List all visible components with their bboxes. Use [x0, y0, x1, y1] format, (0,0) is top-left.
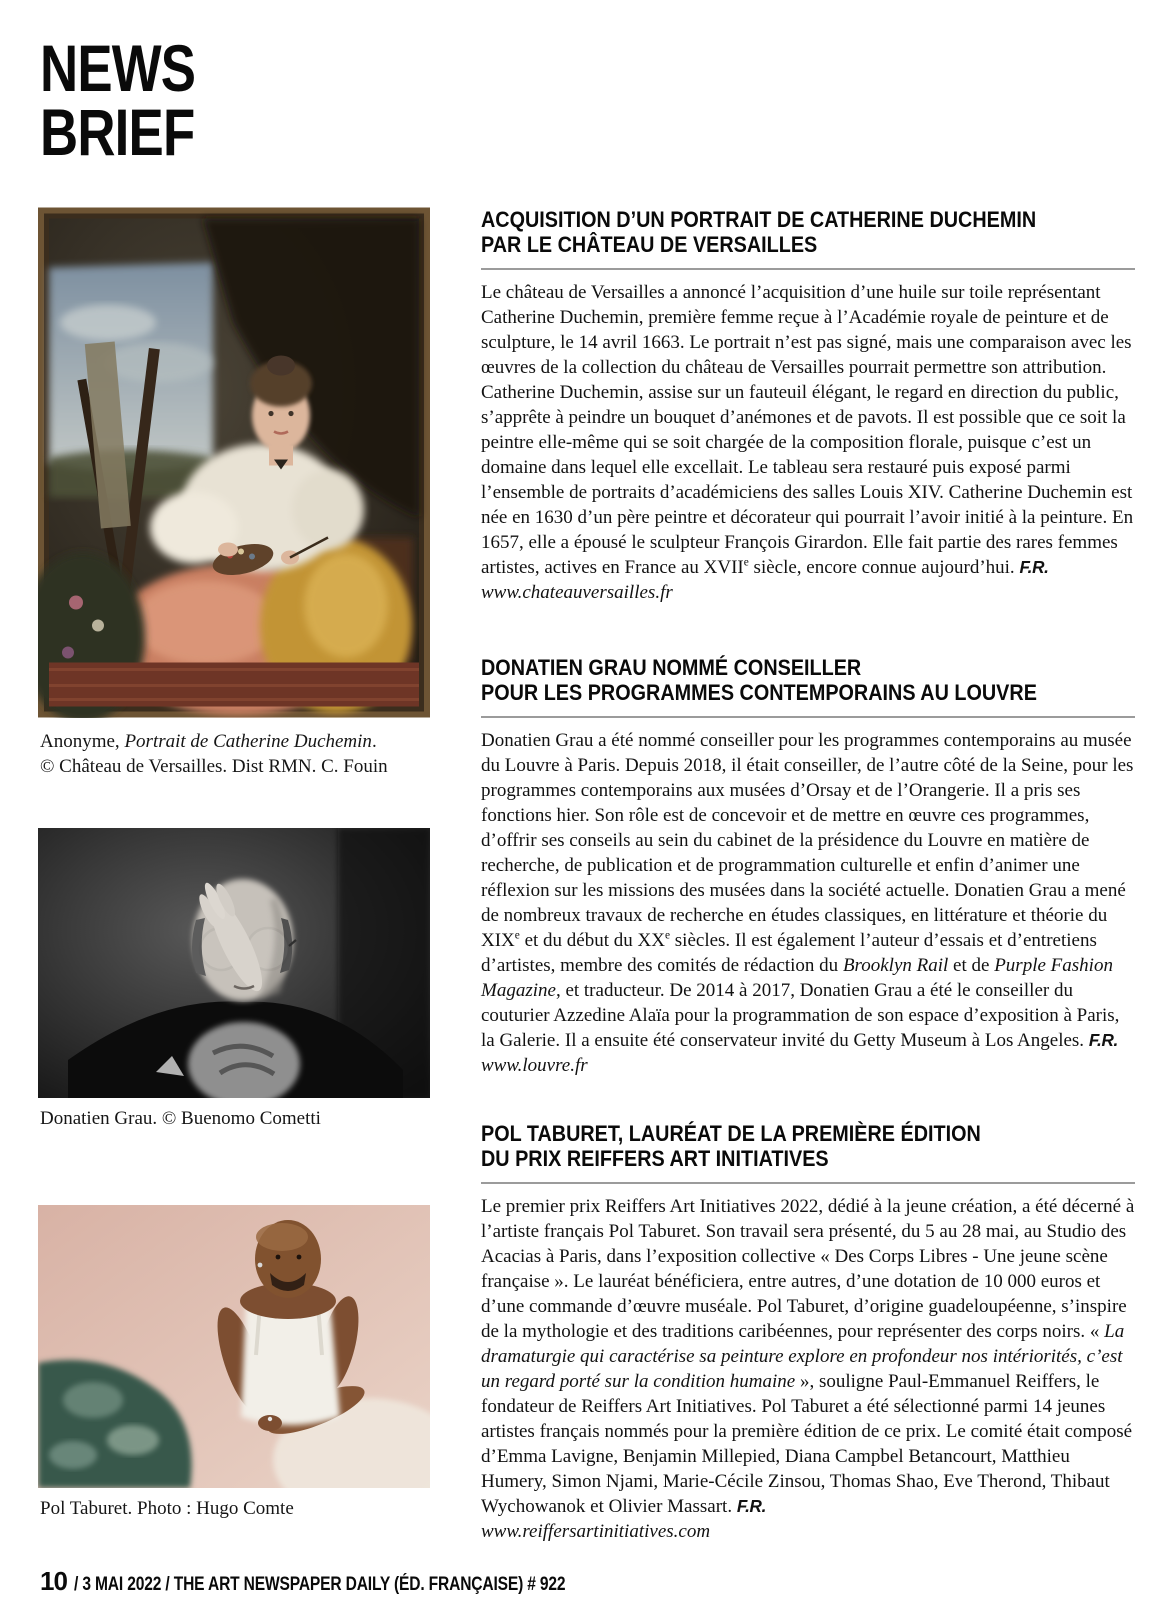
- masthead: [40, 31, 196, 169]
- headline-line-2: PAR LE CHÂTEAU DE VERSAILLES: [481, 232, 818, 257]
- article-body: Le premier prix Reiffers Art Initiatives 2022, dédié à la jeune création, a été décerné à l’artiste français Pol Taburet. Son travail sera présenté, du 5 au 28 mai, au Studio des Acacias à Paris, dans l’exposition collective « Des Corps Libres - Une jeune scène française ». Le lauréat bénéficiera, entre autres, d’une dotation de 10 000 euros et d’une commande d’œuvre muséale. Pol Taburet, d’origine guadeloupéenne, s’inspire de la mythologie et des traditions caribéennes, pour représenter des corps noirs. « La dramaturgie qui caractérise sa peinture explore en profondeur nos intériorités, c’est un regard porté sur la condition humaine », souligne Paul-Emmanuel Reiffers, le fondateur de Reiffers Art Initiatives. Pol Taburet a été sélectionné parmi 14 jeunes artistes français nommés pour la première édition de ce prix. Le comité était composé d’Emma Lavigne, Benjamin Millepied, Diana Campbel Betancourt, Matthieu Humery, Simon Njami, Marie-Cécile Zinsou, Thomas Shao, Eve Therond, Thibaut Wychowanok et Olivier Massart. F.R.: [481, 1196, 1135, 1517]
- article-weblink: www.reiffersartinitiatives.com: [481, 1521, 711, 1542]
- issue-info: / 3 MAI 2022 / THE ART NEWSPAPER DAILY (ÉD. FRANÇAISE) # 922: [73, 1574, 566, 1595]
- article-weblink: www.chateauversailles.fr: [481, 582, 673, 603]
- page-number: 10: [40, 1566, 67, 1596]
- page-footer: [40, 1566, 673, 1597]
- headline-line-1: ACQUISITION D’UN PORTRAIT DE CATHERINE DUCHEMIN: [481, 207, 1037, 232]
- masthead-line-1: NEWS: [40, 31, 196, 105]
- headline-line-2: DU PRIX REIFFERS ART INITIATIVES: [481, 1146, 829, 1171]
- article-body: Donatien Grau a été nommé conseiller pour les programmes contemporains au musée du Louvre à Paris. Depuis 2018, il était conseiller, de l’autre côté de la Seine, pour les programmes contemporains aux musées d’Orsay et de l’Orangerie. Il a pris ses fonctions hier. Son rôle est de concevoir et de mettre en œuvre ces programmes, d’offrir ses conseils au sein du cabinet de la présidence du Louvre en matière de recherche, de publication et de programmation culturelle et enfin d’animer une réflexion sur les missions des musées dans la société actuelle. Donatien Grau a mené de nombreux travaux de recherche en études classiques, en littérature et théorie du XIXe et du début du XXe siècles. Il est également l’auteur d’essais et d’entretiens d’artistes, membre des comités de rédaction du Brooklyn Rail et de Purple Fashion Magazine, et traducteur. De 2014 à 2017, Donatien Grau a été le conseiller du couturier Azzedine Alaïa pour la programmation de son espace d’exposition à Paris, la Galerie. Il a ensuite été conservateur invité du Getty Museum à Los Angeles. F.R.: [481, 730, 1134, 1051]
- article-body: Le château de Versailles a annoncé l’acquisition d’une huile sur toile représentant Catherine Duchemin, première femme reçue à l’Académie royale de peinture et de sculpture, le 14 avril 1663. Le portrait n’est pas signé, mais une comparaison avec les œuvres de la collection du château de Versailles pourrait permettre son attribution. Catherine Duchemin, assise sur un fauteuil élégant, le regard en direction du public, s’apprête à peindre un bouquet d’anémones et de pavots. Il est possible que ce soit la peintre elle-même qui se soit chargée de la composition florale, puisque c’est un domaine dans lequel elle excellait. Le tableau sera restauré puis exposé parmi l’ensemble de portraits d’académiciens des salles Louis XIV. Catherine Duchemin est née en 1630 d’un père peintre et décorateur qui pourrait l’avoir initié à la peinture. En 1657, elle a épousé le sculpteur François Girardon. Elle fait partie des rares femmes artistes, actives en France au XVIIe siècle, encore connue aujourd’hui. F.R.: [481, 282, 1134, 578]
- headline-line-2: POUR LES PROGRAMMES CONTEMPORAINS AU LOUVRE: [481, 680, 1037, 705]
- article-pol-taburet-prix: [481, 1121, 1135, 1544]
- masthead-line-2: BRIEF: [40, 95, 195, 169]
- headline-line-1: DONATIEN GRAU NOMMÉ CONSEILLER: [481, 655, 862, 680]
- article-donatien-grau-louvre: [481, 655, 1135, 1078]
- article-acquisition-duchemin: [481, 207, 1135, 605]
- headline-rule: [481, 1182, 1135, 1184]
- photo-pol-taburet: [38, 1205, 430, 1488]
- photo-catherine-duchemin-painting: [38, 207, 430, 718]
- article-headline: [481, 207, 1070, 257]
- headline-rule: [481, 716, 1135, 718]
- photo-caption-taburet: Pol Taburet. Photo : Hugo Comte: [40, 1498, 294, 1519]
- portrait-illustration: [38, 828, 430, 1098]
- photo-donatien-grau: [38, 828, 430, 1098]
- photo-caption-grau: Donatien Grau. © Buenomo Cometti: [40, 1108, 321, 1129]
- article-headline: [481, 655, 1070, 705]
- headline-rule: [481, 268, 1135, 270]
- painting-illustration: [38, 207, 430, 718]
- portrait-color-illustration: [38, 1205, 430, 1488]
- article-headline: [481, 1121, 1070, 1171]
- article-weblink: www.louvre.fr: [481, 1055, 588, 1076]
- headline-line-1: POL TABURET, LAURÉAT DE LA PREMIÈRE ÉDITION: [481, 1121, 981, 1146]
- photo-caption-duchemin: Anonyme, Portrait de Catherine Duchemin. © Château de Versailles. Dist RMN. C. Fouin: [40, 731, 388, 777]
